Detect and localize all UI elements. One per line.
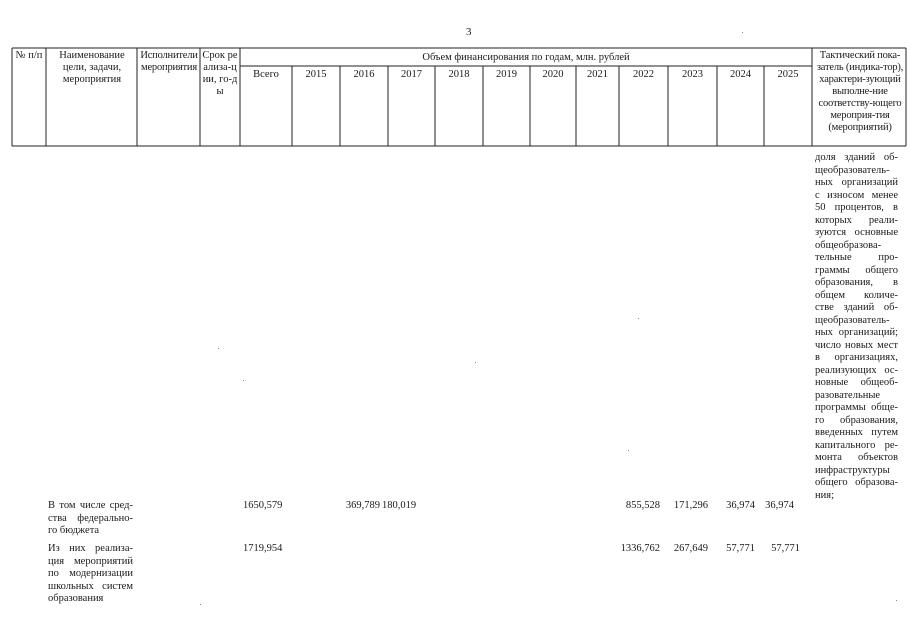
header-year-2016: 2016: [353, 69, 375, 80]
header-year-2023: 2023: [682, 69, 703, 80]
row-federal-2023: 171,296: [673, 500, 708, 511]
header-year-2025: 2025: [777, 69, 799, 80]
row-modernization-total: 1719,954: [243, 543, 283, 554]
header-executors: Исполнители мероприятия: [140, 50, 198, 73]
header-indicator: Тактический пока-затель (индика-тор), характери-зующий выполне-ние соответству-ющего мероприя-тия (мероприятий): [816, 50, 904, 133]
header-year-2018: 2018: [448, 69, 470, 80]
header-year-2024: 2024: [730, 69, 751, 80]
header-year-2022: 2022: [633, 69, 654, 80]
row-modernization-2022: 1336,762: [620, 543, 660, 554]
row-modernization-2025: 57,771: [771, 543, 800, 554]
row-modernization-2024: 57,771: [726, 543, 755, 554]
scan-speck: [218, 348, 219, 349]
row-federal-2025: 36,974: [765, 500, 794, 511]
row-federal-name: В том числе сред-ства федерально-го бюджета: [48, 500, 133, 536]
scan-speck: [628, 450, 629, 451]
row-federal-total: 1650,579: [243, 500, 283, 511]
header-year-total: Всего: [253, 69, 279, 80]
header-year-2019: 2019: [496, 69, 517, 80]
row-federal-2017: 180,019: [382, 500, 417, 511]
indicator-text: доля зданий об-щеобразователь-ных организаций с износом менее 50 процентов, в которых реали-зуются основные общеобразова-тельные про-граммы общего образования, в общем количе-стве зданий об-щеобразователь-ных организаций; число новых мест в организациях, реализующих ос-новные общеоб-разовательные программы обще-го образования, введенных путем капитального ре-монта объектов инфраструктуры общего образова-ния;: [815, 152, 898, 501]
scan-speck: [475, 362, 476, 363]
header-financing-title: Объем финансирования по годам, млн. рублей: [422, 52, 630, 63]
row-federal-2016: 369,789: [345, 500, 380, 511]
scan-speck: [243, 380, 244, 381]
row-federal-2024: 36,974: [726, 500, 755, 511]
header-year-2021: 2021: [587, 69, 608, 80]
row-modernization-2023: 267,649: [673, 543, 708, 554]
header-num: № п/п: [15, 50, 43, 61]
header-year-2017: 2017: [401, 69, 422, 80]
page-number: 3: [466, 26, 472, 38]
row-federal-2022: 855,528: [625, 500, 660, 511]
scan-speck: [742, 32, 743, 33]
scan-speck: [896, 600, 897, 601]
scan-speck: [200, 604, 201, 605]
scan-speck: [638, 318, 639, 319]
header-name: Наименование цели, задачи, мероприятия: [59, 50, 125, 85]
header-year-2020: 2020: [542, 69, 564, 80]
header-term: Срок реализа-ции, го-ды: [202, 50, 238, 97]
row-modernization-name: Из них реализа-ция мероприятий по модернизации школьных систем образования: [48, 543, 133, 604]
header-year-2015: 2015: [305, 69, 327, 80]
